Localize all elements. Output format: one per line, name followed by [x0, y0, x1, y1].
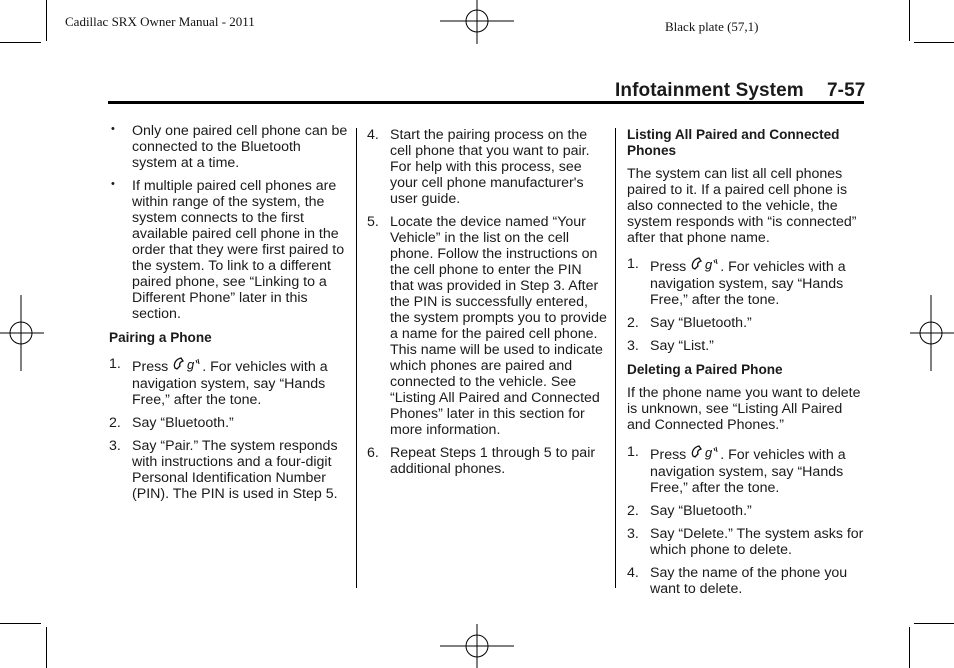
header-rule — [108, 101, 864, 104]
page-number: 7-57 — [827, 80, 866, 101]
registration-mark-bottom — [440, 624, 515, 668]
slug-left: Cadillac SRX Owner Manual - 2011 — [65, 14, 255, 29]
subheading-deleting: Deleting a Paired Phone — [627, 362, 783, 377]
svg-text:g: g — [705, 445, 713, 460]
deleting-intro: If the phone name you want to delete is unknown, see “Listing All Paired and Connected Phones.” — [627, 385, 861, 433]
step-item: 3. Say “Delete.” The system asks for which phone to delete. — [627, 526, 864, 558]
step-item: 2. Say “Bluetooth.” — [109, 415, 234, 431]
step-item: 6. Repeat Steps 1 through 5 to pair additional phones. — [367, 445, 596, 477]
step-item: 1. Press g . For vehicles with a navigation system, say “Hands Free,” after the tone. — [627, 256, 846, 308]
step-item: 1. Press g . For vehicles with a navigation system, say “Hands Free,” after the tone. — [109, 356, 328, 408]
column-2 — [367, 127, 607, 477]
svg-text:g: g — [187, 357, 195, 372]
registration-mark-top — [440, 0, 515, 44]
step-item: 5. Locate the device named “Your Vehicle” in the list on the cell phone. Follow the instructions on the cell phone to enter the PIN that was provided in Step 3. After the PIN is successfully entered, the system prompts you to provide a name for the paired cell phone. This name will be used to indicate which phones are paired and connected to the vehicle. See “Listing All Paired and Connected Phones” later in this section for more information. — [367, 214, 607, 438]
column-1 — [109, 123, 349, 502]
column-divider-1 — [356, 128, 357, 588]
push-to-talk-icon — [690, 444, 720, 464]
svg-text:g: g — [705, 257, 713, 272]
push-to-talk-icon — [690, 256, 720, 276]
slug-right: Black plate (57,1) — [665, 19, 759, 34]
bullet-item: • If multiple paired cell phones are within range of the system, the system connects to the first available paired cell phone in the order that they were first paired to the system. To link to a different paired phone, see “Linking to a Different Phone” later in this section. — [111, 178, 345, 322]
bullet-icon: • — [111, 178, 115, 190]
listing-intro: The system can list all cell phones paired to it. If a paired cell phone is also connected to the vehicle, the system responds with “is connected” after that phone name. — [627, 166, 857, 246]
subheading-listing: Listing All Paired and Connected Phones — [627, 127, 840, 158]
registration-mark-right — [910, 295, 954, 371]
column-3 — [627, 127, 867, 597]
bullet-icon: • — [111, 123, 115, 135]
section-title: Infotainment System — [615, 80, 804, 101]
step-item: 3. Say “Pair.” The system responds with instructions and a four-digit Personal Identification Number (PIN). The PIN is used in Step 5. — [109, 438, 338, 502]
subheading-pairing: Pairing a Phone — [109, 330, 212, 345]
push-to-talk-icon — [172, 356, 202, 376]
column-divider-2 — [615, 128, 616, 588]
step-item: 3. Say “List.” — [627, 338, 714, 354]
step-item: 1. Press g . For vehicles with a navigation system, say “Hands Free,” after the tone. — [627, 444, 846, 496]
step-item: 2. Say “Bluetooth.” — [627, 503, 752, 519]
step-item: 2. Say “Bluetooth.” — [627, 315, 752, 331]
registration-mark-left — [0, 295, 44, 371]
bullet-item: • Only one paired cell phone can be connected to the Bluetooth system at a time. — [111, 123, 348, 171]
step-item: 4. Say the name of the phone you want to delete. — [627, 565, 848, 597]
step-item: 4. Start the pairing process on the cell phone that you want to pair. For help with this process, see your cell phone manufacturer's user guide. — [367, 127, 590, 207]
